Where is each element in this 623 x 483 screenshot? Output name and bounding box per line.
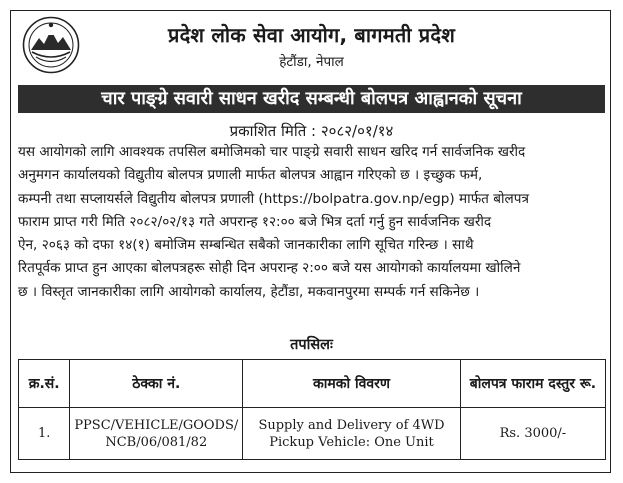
header-contract-no: ठेक्का नं.	[70, 360, 243, 408]
body-line: छ । विस्तृत जानकारीका लागि आयोगको कार्यालय, हेटौंडा, मकवानपुरमा सम्पर्क गर्न सकिनेछ ।	[18, 283, 480, 300]
body-line: रितपूर्वक प्राप्त हुन आएका बोलपत्रहरू सोही दिन अपरान्ह २:०० बजे यस आयोगको कार्यालयमा खोलिने	[18, 260, 521, 277]
body-line: अनुमगन कार्यालयको विद्युतीय बोलपत्र प्रणाली मार्फत बोलपत्र आह्वान गरिएको छ । इच्छुक फर्म,	[18, 167, 483, 184]
table-row	[19, 408, 606, 460]
cell-serial: 1.	[19, 408, 70, 460]
contract-no-line: NCB/06/081/82	[105, 434, 208, 450]
cell-contract-no	[70, 408, 243, 460]
contract-no-line: PPSC/VEHICLE/GOODS/	[74, 417, 239, 433]
header-description: कामको विवरण	[243, 360, 461, 408]
cell-description	[243, 408, 461, 460]
body-line: कम्पनी तथा सप्लायर्सले विद्युतीय बोलपत्र प्रणाली (https://bolpatra.gov.np/egp) मार्फत बोलपत्र	[18, 190, 529, 207]
notice-body	[18, 141, 606, 304]
table-header-row	[19, 360, 606, 408]
body-line: यस आयोगको लागि आवश्यक तपसिल बमोजिमको चार पाङ्ग्रे सवारी साधन खरिद गर्न सार्वजनिक खरीद	[18, 144, 526, 160]
organization-location: हेटौंडा, नेपाल	[279, 54, 344, 70]
description-line: Pickup Vehicle: One Unit	[269, 434, 434, 450]
published-date: प्रकाशित मिति : २०८२/०१/१४	[229, 122, 394, 140]
header-serial: क्र.सं.	[19, 360, 70, 408]
organization-name: प्रदेश लोक सेवा आयोग, बागमती प्रदेश	[167, 23, 455, 47]
description-line: Supply and Delivery of 4WD	[258, 417, 445, 433]
body-line: फाराम प्राप्त गरी मिति २०८२/०२/१३ गते अपरान्ह १२:०० बजे भित्र दर्ता गर्नु हुन सार्वजनिक खरीद	[18, 213, 492, 230]
notice-title: चार पाङ्ग्रे सवारी साधन खरीद सम्बन्धी बोलपत्र आह्वानको सूचना	[18, 85, 605, 113]
cell-fee: Rs. 3000/-	[460, 408, 605, 460]
schedule-title: तपसिलः	[290, 337, 333, 353]
schedule-table	[18, 359, 606, 460]
body-line: ऐन, २०६३ को दफा १४(१) बमोजिम सम्बन्धित सबैको जानकारीका लागि सूचित गरिन्छ । साथै	[18, 237, 474, 254]
header-fee: बोलपत्र फाराम दस्तुर रू.	[460, 360, 605, 408]
